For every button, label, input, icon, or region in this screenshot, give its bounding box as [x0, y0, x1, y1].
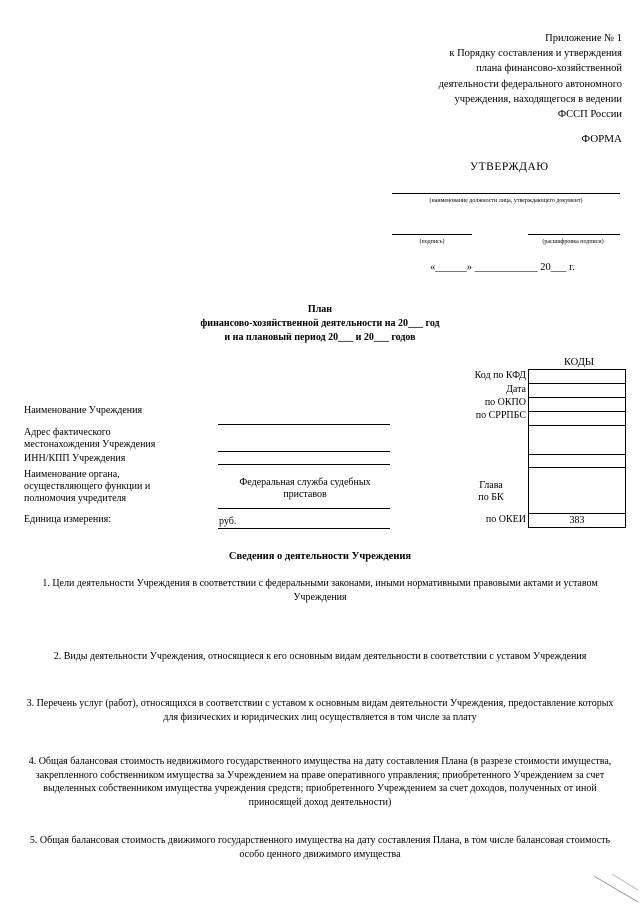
unit-value: руб. — [219, 516, 237, 527]
code-cell-okei: 383 — [569, 515, 585, 526]
approval-date: «______» ____________ 20___ г. — [430, 262, 575, 273]
corner-scan-mark — [592, 868, 640, 905]
paragraph-3: 3. Перечень услуг (работ), относящихся в соответствии с уставом к основным видам деятельности Учреждения, предоставление которых для физических и юридических лиц осуществляется в том числе за плату — [26, 698, 614, 723]
plan-title-line3: и на плановый период 20___ и 20___ годов — [224, 332, 416, 343]
label-okpo: по ОКПО — [484, 397, 526, 408]
paragraph-4: 4. Общая балансовая стоимость недвижимого государственного имущества на дату составления Плана (в разрезе стоимости имущества, закрепленного собственником имущества за Учреждением на праве оперативного управления; приобретенного Учреждением за счет выделенных собственником имущества учреждения средств; приобретенного Учреждением за счет доходов, полученных от иной приносящей доход деятельности) — [28, 756, 612, 808]
signature-line — [392, 234, 472, 235]
label-date: Дата — [506, 384, 526, 395]
codes-box-top — [528, 369, 626, 426]
label-founder: Наименование органа, осуществляющего функции и полномочия учредителя — [24, 469, 151, 504]
signature-caption: (подпись) — [419, 239, 445, 245]
appendix-line: учреждения, находящегося в ведении — [454, 93, 622, 105]
code-cell-blank1 — [529, 426, 625, 455]
paragraph-2: 2. Виды деятельности Учреждения, относящиеся к его основным видам деятельности в соответствии с уставом Учреждения — [53, 651, 587, 662]
codes-header: КОДЫ — [563, 357, 595, 368]
label-unit: Единица измерения: — [24, 514, 111, 525]
institution-name-line[interactable] — [218, 424, 390, 425]
label-kfd: Код по КФД — [474, 370, 526, 381]
plan-title-line2: финансово-хозяйственной деятельности на 20___ год — [200, 318, 440, 329]
paragraph-1: 1. Цели деятельности Учреждения в соответствии с федеральными законами, иными нормативными правовыми актами и уставом Учреждения — [42, 578, 598, 603]
founder-line — [218, 508, 390, 509]
section-title: Сведения о деятельности Учреждения — [228, 551, 412, 562]
label-srrpbs: по СРРПБС — [475, 410, 526, 421]
founder-value: Федеральная служба судебных приставов — [239, 477, 371, 500]
form-label: ФОРМА — [581, 133, 622, 145]
decoding-line — [528, 234, 620, 235]
decoding-caption: (расшифровка подписи) — [542, 239, 604, 245]
position-line — [392, 193, 620, 194]
paragraph-5: 5. Общая балансовая стоимость движимого государственного имущества на дату составления Плана, в том числе балансовая стоимость особо ценного движимого имущества — [29, 835, 611, 860]
code-cell-srrpbs — [529, 412, 625, 425]
appendix-line: к Порядку составления и утверждения — [449, 48, 622, 60]
label-head-bk: Глава по БК — [478, 480, 504, 503]
position-caption: (наименование должности лица, утверждающего документ) — [429, 198, 583, 204]
code-cell-head-bk — [529, 468, 625, 514]
label-okei: по ОКЕИ — [485, 514, 526, 525]
label-institution-name: Наименование Учреждения — [24, 405, 143, 416]
unit-line — [218, 528, 390, 529]
appendix-line: плана финансово-хозяйственной — [476, 63, 622, 75]
code-cell-kfd — [529, 370, 625, 384]
code-cell-okpo — [529, 398, 625, 412]
appendix-header — [362, 31, 622, 122]
codes-box-bottom — [528, 425, 626, 528]
code-cell-blank2 — [529, 455, 625, 468]
label-address: Адрес фактического местонахождения Учреждения — [24, 427, 156, 450]
address-line[interactable] — [218, 451, 390, 452]
plan-title: План — [307, 304, 333, 315]
appendix-line: деятельности федерального автономного — [438, 78, 622, 90]
appendix-line: Приложение № 1 — [545, 33, 622, 44]
approve-title: УТВЕРЖДАЮ — [470, 161, 549, 173]
code-cell-date — [529, 384, 625, 398]
label-inn-kpp: ИНН/КПП Учреждения — [24, 453, 126, 464]
appendix-line: ФССП России — [557, 109, 622, 121]
inn-kpp-line[interactable] — [218, 464, 390, 465]
